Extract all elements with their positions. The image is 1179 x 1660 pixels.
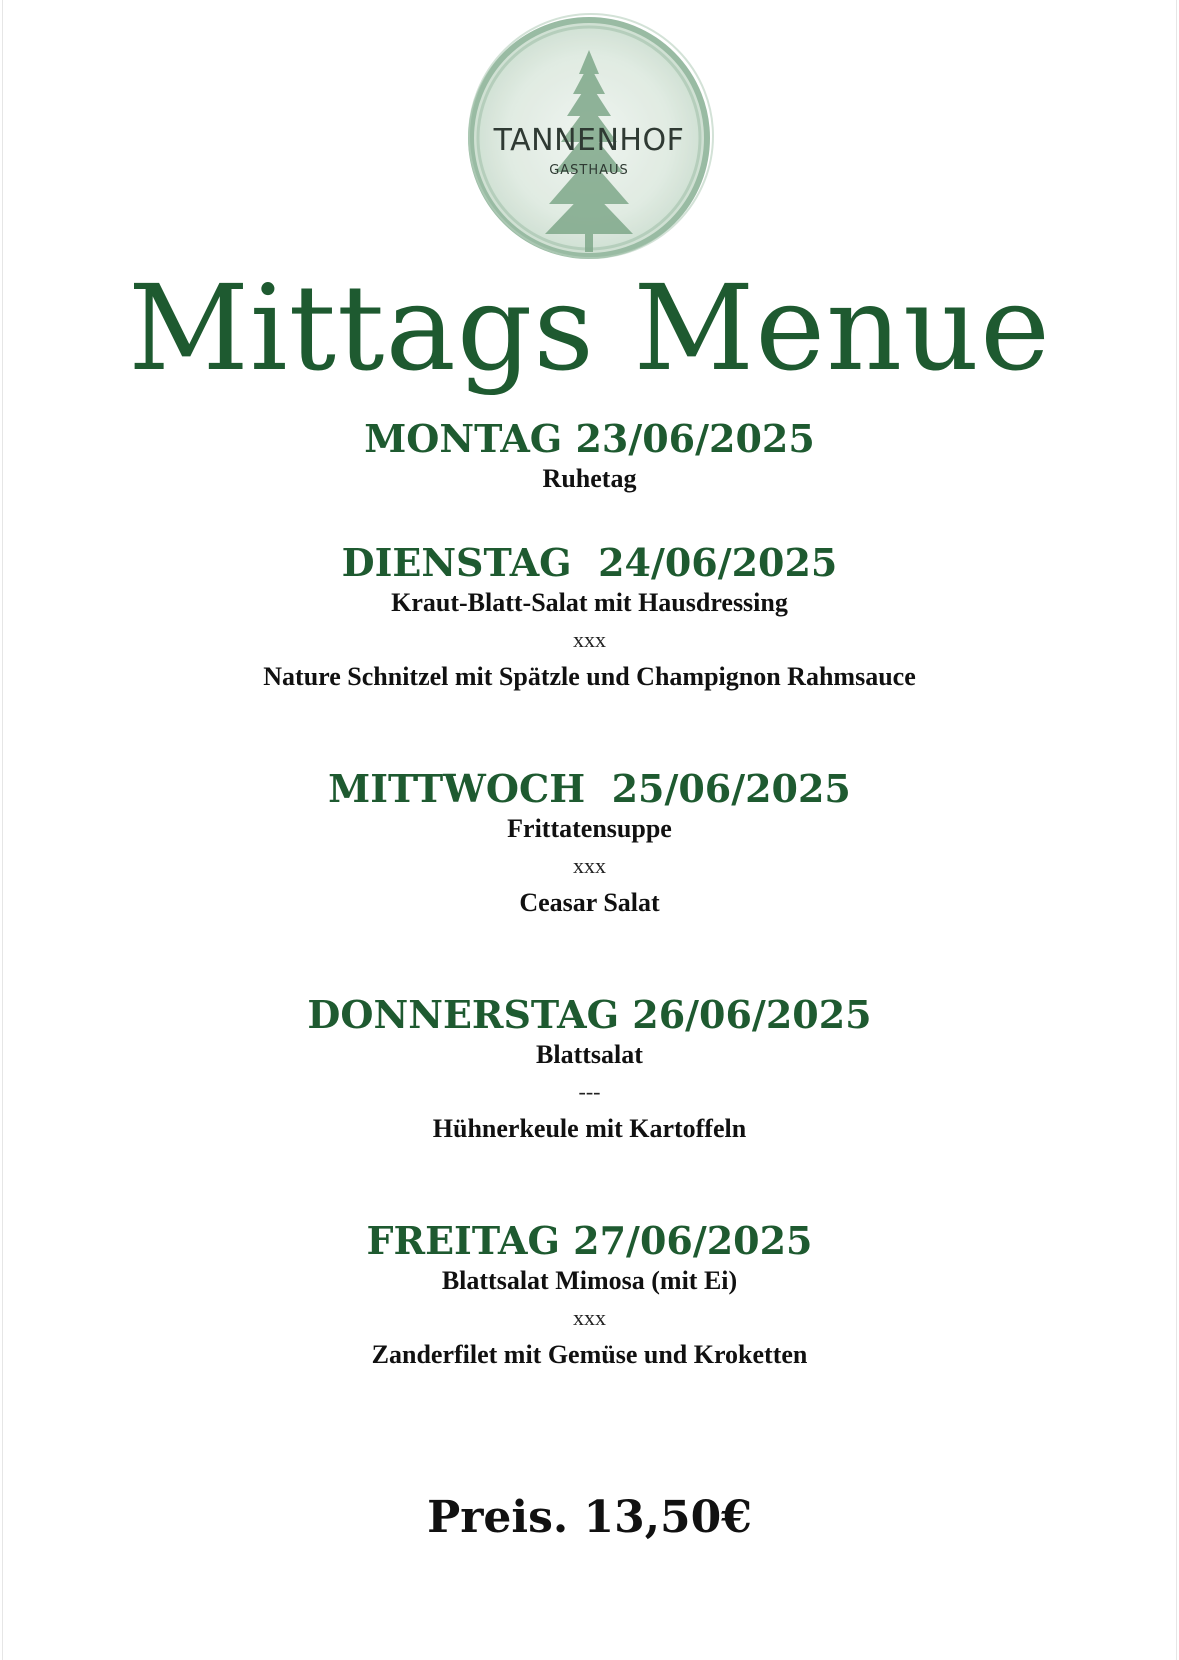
dish-item: Hühnerkeule mit Kartoffeln [432,1114,747,1143]
dish-item: Nature Schnitzel mit Spätzle und Champignon Rahmsauce [263,662,916,691]
day-heading: FREITAG 27/06/2025 [366,1218,813,1263]
day-section-mittwoch [0,766,1179,920]
dish-item: Zanderfilet mit Gemüse und Kroketten [371,1340,808,1369]
dish-item: Blattsalat Mimosa (mit Ei) [441,1266,738,1295]
page-title: Mittags Menue [128,259,1051,397]
logo-title: TANNENHOF [493,123,685,158]
dish-separator: xxx [573,627,606,652]
dish-item: Blattsalat [536,1040,643,1069]
day-heading: MONTAG 23/06/2025 [364,416,815,461]
logo-subtitle: GASTHAUS [549,163,629,178]
day-section-dienstag [0,540,1179,694]
dish-separator: --- [578,1079,601,1104]
dish-separator: xxx [573,853,606,878]
dish-item: Frittatensuppe [507,814,672,843]
day-heading: MITTWOCH 25/06/2025 [328,766,851,811]
dish-separator: xxx [573,1305,606,1330]
dish-item: Ceasar Salat [519,888,660,917]
day-heading: DIENSTAG 24/06/2025 [341,540,838,585]
price-label: Preis. 13,50€ [427,1492,752,1543]
day-section-freitag [0,1218,1179,1372]
day-heading: DONNERSTAG 26/06/2025 [307,992,872,1037]
day-section-montag [0,416,1179,496]
day-section-donnerstag [0,992,1179,1146]
dish-item: Ruhetag [542,464,637,493]
dish-item: Kraut-Blatt-Salat mit Hausdressing [391,588,788,617]
